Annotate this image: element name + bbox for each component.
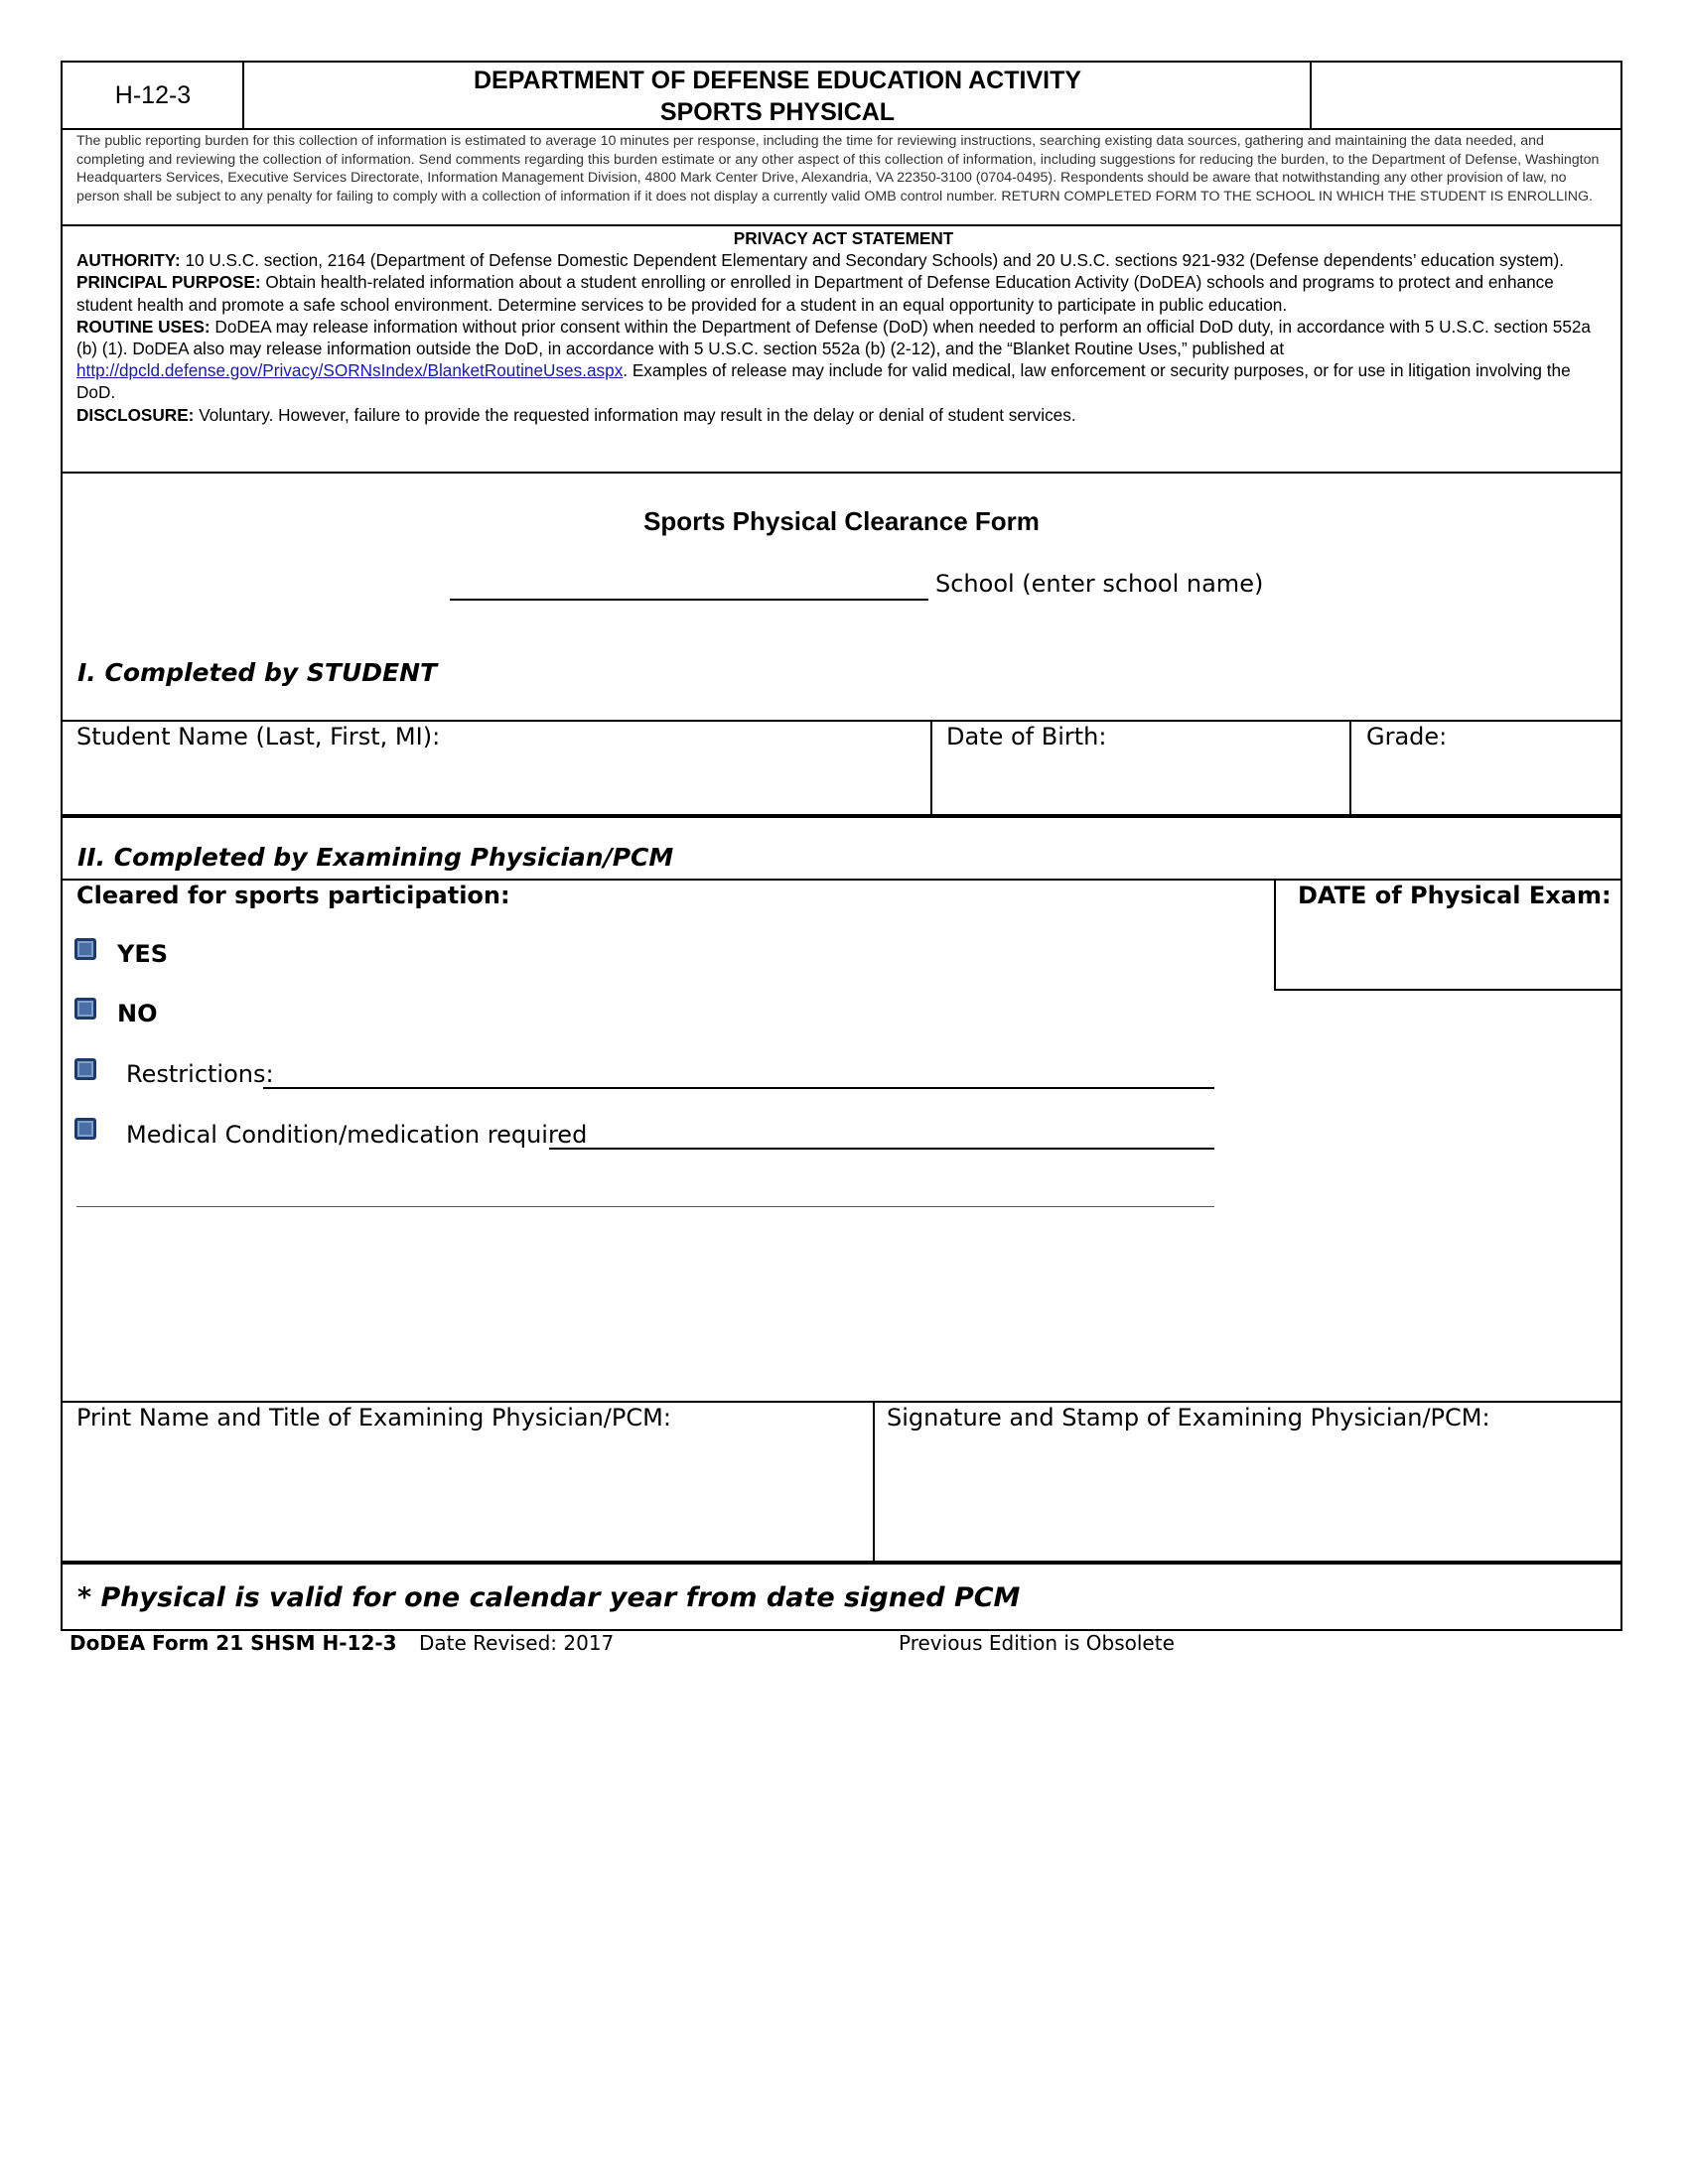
routine-uses-link[interactable]: http://dpcld.defense.gov/Privacy/SORNsIndex/BlanketRoutineUses.aspx [76,360,624,381]
header-divider-left [242,63,244,128]
privacy-routine-uses [76,316,1611,404]
student-row-bottom-rule [63,814,1620,818]
no-checkbox[interactable] [74,998,96,1020]
student-name-label: Student Name (Last, First, MI): [76,723,441,751]
restrictions-input[interactable] [263,1087,1214,1089]
page-title [245,65,1310,128]
routine-text-after: . Examples of release may include for valid medical, law enforcement or security purposes, or for use in litigation involving the DoD. [76,360,1571,403]
yes-label: YES [117,940,169,968]
burden-rule [63,224,1620,226]
privacy-act-statement [76,227,1611,426]
grade-label: Grade: [1366,723,1448,751]
signature-label: Signature and Stamp of Examining Physician/PCM: [887,1404,1490,1432]
burden-statement: The public reporting burden for this collection of information is estimated to average 10 minutes per response, including the time for reviewing instructions, searching existing data sources, gathering and maintaining the data needed, and completing and reviewing the collection of information. Send comments regarding this burden estimate or any other aspect of this collection of information, including suggestions for reducing the burden, to the Department of Defense, Washington Headquarters Services, Executive Services Directorate, Information Management Division, 4800 Mark Center Drive, Alexandria, VA 22350-3100 (0704-0495). Respondents should be aware that notwithstanding any other provision of law, no person shall be subject to any penalty for failing to comply with a collection of information if it does not display a currently valid OMB control number. RETURN COMPLETED FORM TO THE SCHOOL IN WHICH THE STUDENT IS ENROLLING. [76,133,1600,205]
page-title-line2: SPORTS PHYSICAL [659,98,896,126]
yes-checkbox[interactable] [74,938,96,960]
section-student-title: I. Completed by STUDENT [77,658,438,687]
exam-date-field[interactable] [1276,881,1619,988]
dob-field[interactable] [932,722,1349,813]
medical-continuation-input[interactable] [76,1206,1214,1207]
privacy-purpose [76,271,1611,315]
footer-revised: Date Revised: 2017 [419,1631,615,1655]
authority-label: AUTHORITY: [76,250,181,271]
print-name-field[interactable] [65,1403,873,1558]
cleared-label: Cleared for sports participation: [76,882,510,909]
privacy-authority [76,249,1611,271]
privacy-rule [63,472,1620,474]
routine-label: ROUTINE USES: [76,316,211,337]
routine-text-before: DoDEA may release information without prior consent within the Department of Defense (DoD) when needed to perform an official DoD duty, in accordance with 5 U.S.C. section 552a (b) (1). DoDEA also may release information outside the DoD, in accordance with 5 U.S.C. section 552a (b) (2-12), and the “Blanket Routine Uses,” published at [76,316,1591,359]
print-name-label: Print Name and Title of Examining Physician/PCM: [76,1404,671,1432]
footer-form-id: DoDEA Form 21 SHSM H-12-3 [70,1631,397,1655]
exam-date-label: DATE of Physical Exam: [1298,882,1612,909]
section-physician-title: II. Completed by Examining Physician/PCM [77,843,674,872]
purpose-label: PRINCIPAL PURPOSE: [76,272,261,293]
form-title: Sports Physical Clearance Form [643,506,1040,536]
authority-text: 10 U.S.C. section, 2164 (Department of Defense Domestic Dependent Elementary and Secondary Schools) and 20 U.S.C. sections 921-932 (Defense dependents’ education system). [180,250,1564,271]
restrictions-label: Restrictions: [126,1060,274,1088]
header-rule [63,128,1620,130]
form-code: H-12-3 [114,80,192,109]
no-label: NO [117,1000,158,1027]
restrictions-checkbox[interactable] [74,1058,96,1080]
form-frame [61,61,1622,1631]
validity-note: * Physical is valid for one calendar year from date signed PCM [77,1582,1021,1613]
medical-input[interactable] [549,1148,1214,1150]
student-name-field[interactable] [65,722,930,813]
privacy-disclosure [76,404,1611,426]
dob-label: Date of Birth: [946,723,1107,751]
privacy-title: PRIVACY ACT STATEMENT [733,228,954,248]
school-label: School (enter school name) [935,570,1264,598]
disclosure-text: Voluntary. However, failure to provide the requested information may result in the delay or denial of student services. [194,404,1076,425]
page-title-line1: DEPARTMENT OF DEFENSE EDUCATION ACTIVITY [473,67,1082,94]
footer-obsolete: Previous Edition is Obsolete [899,1631,1175,1655]
signature-stamp-field[interactable] [875,1403,1619,1558]
header-divider-right [1310,63,1312,128]
physician-row-bottom-rule [63,1561,1620,1565]
medical-label: Medical Condition/medication required [126,1121,588,1149]
purpose-text: Obtain health-related information about a student enrolling or enrolled in Department of Defense Education Activity (DoDEA) schools and programs to protect and enhance student health and promote a safe school environment. Determine services to be provided for a student in an equal opportunity to participate in public education. [76,272,1554,315]
medical-checkbox[interactable] [74,1118,96,1140]
school-name-input[interactable] [450,599,928,601]
disclosure-label: DISCLOSURE: [76,404,195,425]
exam-date-bottom-rule [1274,989,1620,991]
grade-field[interactable] [1351,722,1619,813]
